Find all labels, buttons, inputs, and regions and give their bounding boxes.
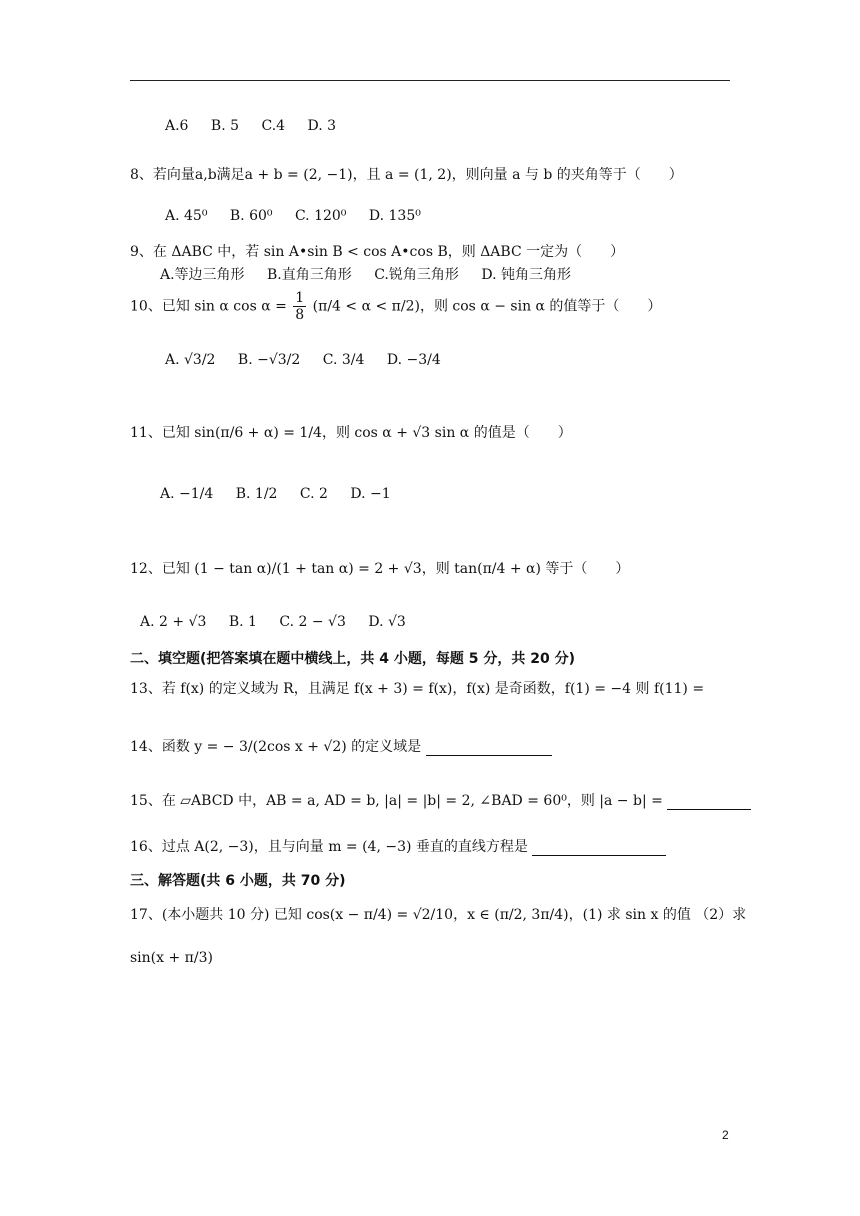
q7-option-c: C.4 [261, 118, 286, 134]
q7-option-a: A.6 [165, 118, 189, 134]
q10-option-d: D. −3/4 [386, 352, 441, 368]
q15-text: 15、在 ▱ABCD 中，AB = a, AD = b, |a| = |b| = 2, ∠BAD = 60⁰，则 |a − b| = [130, 793, 663, 809]
q8-stem: 8、若向量a,b满足a + b = (2, −1)，且 a = (1, 2)，则向量 a 与 b 的夹角等于（ ） [130, 167, 683, 183]
q11-option-a: A. −1/4 [160, 486, 214, 502]
q14-answer-blank [426, 755, 552, 756]
page-number: 2 [722, 1128, 729, 1142]
q11-option-b: B. 1/2 [235, 486, 278, 502]
q9-options [160, 264, 589, 284]
q10-fraction [293, 290, 306, 323]
q10-fraction-numerator: 1 [295, 290, 305, 306]
q9-option-b: B.直角三角形 [267, 267, 352, 283]
q10-rest: (π/4 < α < π/2)，则 cos α − sin α 的值等于（ ） [312, 298, 662, 315]
q8-option-c: C. 120⁰ [294, 208, 347, 224]
q12-option-b: B. 1 [228, 614, 257, 630]
q12-stem: 12、已知 (1 − tan α)/(1 + tan α) = 2 + √3，则 tan(π/4 + α) 等于（ ） [130, 561, 630, 577]
q12-option-a: A. 2 + √3 [140, 614, 207, 630]
q13-stem: 13、若 f(x) 的定义域为 R，且满足 f(x + 3) = f(x)，f(x) 是奇函数，f(1) = −4 则 f(11) = [130, 681, 705, 697]
q11-options [160, 486, 409, 502]
q8-options [165, 208, 439, 224]
q9-option-d: D. 钝角三角形 [481, 267, 571, 283]
q8-option-d: D. 135⁰ [368, 208, 421, 224]
section-3-heading: 三、解答题(共 6 小题，共 70 分) [130, 873, 346, 889]
header-rule [130, 80, 730, 81]
q7-option-b: B. 5 [210, 118, 240, 134]
q9-option-a: A.等边三角形 [160, 267, 245, 283]
q10-option-a: A. √3/2 [165, 352, 216, 368]
q10-prefix: 10、已知 sin α cos α = [130, 298, 287, 315]
q10-fraction-denominator: 8 [295, 307, 305, 324]
q15-answer-blank [667, 809, 751, 810]
q14-text: 14、函数 y = − 3/(2cos x + √2) 的定义域是 [130, 739, 422, 755]
q9-option-c: C.锐角三角形 [374, 267, 459, 283]
q12-option-d: D. √3 [368, 614, 406, 630]
q7-options [165, 118, 354, 134]
q16-stem [130, 836, 666, 856]
q10-options [165, 352, 459, 368]
q15-stem [130, 790, 751, 810]
q16-answer-blank [532, 855, 666, 856]
q11-option-d: D. −1 [350, 486, 391, 502]
q9-stem: 9、在 ΔABC 中，若 sin A•sin B < cos A•cos B，则 ΔABC 一定为（ ） [130, 244, 625, 260]
q10-stem [130, 290, 661, 323]
q10-option-b: B. −√3/2 [237, 352, 301, 368]
q17-stem-line-2: sin(x + π/3) [130, 950, 213, 966]
q16-text: 16、过点 A(2, −3)，且与向量 m = (4, −3) 垂直的直线方程是 [130, 839, 528, 855]
q11-stem: 11、已知 sin(π/6 + α) = 1/4，则 cos α + √3 sin α 的值是（ ） [130, 425, 572, 441]
q17-stem-line-1: 17、(本小题共 10 分) 已知 cos(x − π/4) = √2/10，x ∈ (π/2, 3π/4)，(1) 求 sin x 的值 （2）求 [130, 907, 747, 923]
q12-options [140, 614, 424, 630]
q7-option-d: D. 3 [307, 118, 337, 134]
q8-option-b: B. 60⁰ [229, 208, 273, 224]
q12-option-c: C. 2 − √3 [279, 614, 346, 630]
section-2-heading: 二、填空题(把答案填在题中横线上，共 4 小题，每题 5 分，共 20 分) [130, 651, 576, 667]
q14-stem [130, 736, 552, 756]
q11-option-c: C. 2 [299, 486, 328, 502]
q10-option-c: C. 3/4 [322, 352, 365, 368]
q8-option-a: A. 45⁰ [165, 208, 208, 224]
